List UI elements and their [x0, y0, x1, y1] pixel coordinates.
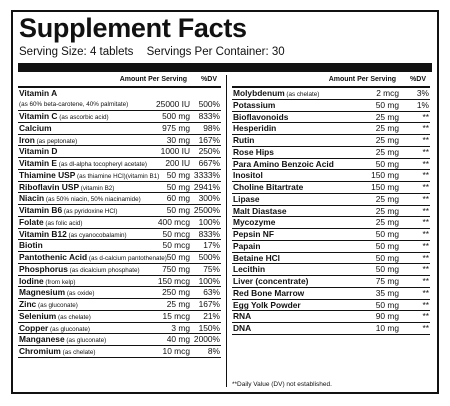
nutrient-dv: ** [422, 146, 429, 157]
nutrient-name [233, 206, 287, 217]
nutrient-amount: 35 mg [375, 287, 399, 298]
nutrient-name [19, 287, 94, 299]
nutrient-source: (as thiamine HCl)(vitamin B1) [75, 172, 160, 180]
nutrient-name [233, 123, 276, 134]
nutrient-amount: 60 mg [166, 193, 190, 204]
nutrient-dv: 21% [203, 310, 220, 321]
nutrient-row [232, 311, 430, 323]
nutrient-name [233, 288, 304, 299]
nutrient-amount: 50 mg [166, 205, 190, 215]
nutrient-label: Vitamin D [19, 146, 58, 157]
nutrient-source: (as gluconate) [48, 325, 90, 333]
nutrient-dv: ** [422, 276, 429, 286]
nutrient-label: Para Amino Benzoic Acid [233, 158, 334, 169]
nutrient-name [19, 88, 57, 99]
nutrient-amount: 25 mg [375, 123, 399, 134]
nutrient-dv: ** [422, 135, 429, 145]
nutrient-row [18, 135, 221, 147]
nutrient-dv: ** [422, 252, 429, 263]
nutrient-amount: 50 mg [166, 252, 190, 262]
nutrient-dv: ** [422, 111, 429, 122]
nutrient-amount: 400 mcg [157, 216, 190, 227]
nutrient-label: Red Bone Marrow [233, 287, 305, 298]
nutrient-dv: ** [422, 264, 429, 275]
nutrient-row [232, 300, 430, 312]
nutrient-amount: 50 mg [375, 299, 399, 310]
nutrient-amount: 975 mg [162, 122, 190, 133]
nutrient-name [233, 100, 275, 111]
nutrient-row [18, 182, 221, 194]
nutrient-dv: 167% [198, 134, 220, 145]
nutrient-name [233, 276, 308, 287]
nutrient-row [232, 264, 430, 276]
nutrient-row [18, 311, 221, 323]
nutrient-row [232, 170, 430, 182]
nutrient-amount: 50 mcg [162, 240, 190, 251]
nutrient-dv: ** [422, 240, 429, 251]
nutrient-dv: 667% [198, 158, 220, 168]
nutrient-amount: 150 mcg [157, 275, 190, 286]
nutrient-dv: ** [422, 217, 429, 228]
dv-header: %DV [201, 76, 217, 83]
nutrient-name [233, 241, 260, 252]
nutrient-name [19, 252, 167, 264]
nutrient-name [233, 170, 263, 181]
nutrient-amount: 50 mg [375, 264, 399, 275]
nutrient-dv: 100% [198, 216, 220, 227]
nutrient-label: Manganese [19, 334, 65, 345]
nutrient-source: (as cyanocobalamin) [66, 231, 127, 239]
nutrient-label: Lecithin [233, 264, 266, 275]
nutrient-name [19, 158, 147, 170]
nutrient-label: Egg Yolk Powder [233, 299, 301, 310]
nutrient-name [233, 253, 280, 264]
nutrient-row [18, 88, 221, 111]
nutrient-row [18, 193, 221, 205]
nutrient-source: (as dl-alpha tocopheryl acetate) [57, 161, 147, 168]
nutrient-source: (as peptonate) [34, 137, 78, 145]
nutrient-label: DNA [233, 323, 252, 333]
nutrient-source: (from kelp) [43, 278, 76, 286]
nutrient-amount: 30 mg [166, 134, 190, 145]
nutrient-dv: 17% [203, 240, 220, 251]
nutrient-dv: 3% [416, 88, 429, 98]
nutrient-dv: ** [422, 311, 429, 322]
nutrient-source: (as dicalcium phosphate) [67, 266, 140, 274]
nutrient-label: Pepsin NF [233, 229, 274, 239]
nutrient-dv: ** [422, 323, 429, 333]
nutrient-amount: 10 mcg [162, 346, 190, 356]
supplement-facts-panel [11, 10, 439, 394]
nutrient-name [19, 217, 83, 229]
nutrient-dv: ** [422, 299, 429, 310]
nutrient-label: Phosphorus [19, 263, 68, 274]
nutrient-dv: 250% [198, 146, 220, 157]
nutrient-name [233, 264, 265, 275]
nutrient-label: Vitamin B6 [19, 205, 63, 215]
nutrient-amount: 200 IU [165, 158, 190, 168]
nutrient-label: Choline Bitartrate [233, 182, 304, 192]
nutrient-row [232, 182, 430, 194]
nutrient-label: Papain [233, 240, 261, 251]
nutrient-dv: 100% [198, 275, 220, 286]
nutrient-name [233, 229, 274, 240]
nutrient-amount: 250 mg [162, 287, 190, 298]
nutrient-label: Zinc [19, 299, 37, 309]
nutrient-amount: 25 mg [375, 111, 399, 122]
nutrient-name [233, 147, 274, 158]
nutrient-name [233, 135, 254, 146]
nutrient-label: Magnesium [19, 287, 66, 298]
nutrient-name [19, 240, 43, 251]
nutrient-label: Inositol [233, 170, 263, 181]
footnote: **Daily Value (DV) not established. [232, 381, 332, 388]
servings-per-container: Servings Per Container: 30 [146, 46, 285, 58]
nutrient-name [19, 170, 159, 182]
nutrient-row [232, 229, 430, 241]
nutrient-dv: 833% [198, 228, 220, 239]
nutrient-source: (as d-calcium pantothenate) [87, 255, 167, 262]
nutrient-row [18, 299, 221, 311]
nutrient-amount: 50 mg [375, 252, 399, 263]
nutrient-name [233, 311, 251, 322]
nutrient-amount: 40 mg [166, 334, 190, 345]
nutrient-name [19, 135, 77, 147]
nutrient-name [19, 193, 141, 205]
nutrient-dv: 63% [203, 287, 220, 298]
nutrient-source: (as 60% beta-carotene, 40% palmitate) [19, 101, 129, 108]
nutrient-dv: 2941% [193, 181, 220, 192]
column-divider [226, 75, 227, 387]
nutrient-dv: 500% [198, 99, 220, 109]
nutrient-row [232, 123, 430, 135]
nutrient-row [232, 135, 430, 147]
thick-divider [18, 63, 432, 72]
nutrient-amount: 50 mg [166, 169, 190, 180]
nutrient-label: Lipase [233, 193, 260, 204]
nutrient-name [19, 182, 114, 194]
serving-info [19, 45, 295, 59]
nutrient-label: Vitamin C [19, 111, 58, 121]
nutrient-source: (as oxide) [65, 290, 95, 298]
column-header [232, 75, 430, 88]
nutrient-source: (as chelate) [60, 349, 96, 356]
nutrient-amount: 500 mg [162, 111, 190, 121]
nutrient-dv: ** [422, 182, 429, 192]
nutrient-name [19, 146, 57, 157]
nutrient-name [19, 346, 96, 358]
nutrient-row [232, 159, 430, 171]
nutrient-row [232, 276, 430, 288]
nutrient-row [18, 334, 221, 346]
amount-per-serving-header: Amount Per Serving [119, 76, 187, 83]
nutrient-label: Selenium [19, 310, 57, 321]
panel-title: Supplement Facts [19, 13, 247, 43]
nutrient-row [232, 217, 430, 229]
nutrient-column-left [18, 75, 221, 358]
nutrient-label: Thiamine USP [19, 169, 76, 180]
nutrient-amount: 50 mg [375, 158, 399, 169]
nutrient-row [18, 123, 221, 135]
nutrient-amount: 50 mg [166, 181, 190, 192]
nutrient-name [19, 264, 140, 276]
nutrient-source: (as gluconate) [64, 337, 107, 345]
nutrient-label: RNA [233, 311, 252, 322]
nutrient-source: (as 50% niacin, 50% niacinamide) [44, 196, 141, 204]
nutrient-source: (as pyridoxine HCl) [62, 208, 118, 215]
nutrient-dv: 3333% [193, 169, 220, 180]
nutrient-label: Folate [19, 216, 44, 227]
nutrient-row [232, 288, 430, 300]
nutrient-label: Copper [19, 322, 49, 333]
nutrient-row [18, 111, 221, 123]
nutrient-dv: ** [422, 123, 429, 134]
nutrient-name [19, 229, 127, 241]
nutrient-amount: 75 mg [375, 276, 399, 286]
nutrient-name [19, 299, 78, 311]
nutrient-row [232, 147, 430, 159]
nutrient-name [233, 182, 303, 193]
nutrient-row [18, 170, 221, 182]
nutrient-label: Iron [19, 134, 35, 145]
nutrient-amount: 25 mg [375, 205, 399, 216]
nutrient-amount: 3 mg [171, 322, 190, 333]
nutrient-row [18, 346, 221, 358]
nutrient-name [19, 323, 90, 335]
nutrient-amount: 50 mcg [162, 228, 190, 239]
nutrient-source: (as chelate) [284, 91, 320, 98]
nutrient-amount: 15 mcg [162, 310, 190, 321]
nutrient-row [18, 252, 221, 264]
nutrient-dv: 150% [198, 322, 220, 333]
nutrient-amount: 25 mg [375, 217, 399, 228]
nutrient-dv: 75% [203, 263, 220, 274]
nutrient-dv: 2500% [193, 205, 220, 215]
nutrient-row [18, 229, 221, 241]
nutrient-dv: 833% [198, 111, 220, 121]
nutrient-row [232, 100, 430, 112]
column-header [18, 75, 221, 88]
nutrient-name [233, 217, 275, 228]
nutrient-dv: 98% [203, 122, 220, 133]
nutrient-source: (vitamin B2) [79, 184, 115, 192]
nutrient-amount: 10 mg [375, 323, 399, 333]
nutrient-amount: 50 mg [375, 240, 399, 251]
nutrient-dv: ** [422, 158, 429, 169]
nutrient-amount: 2 mcg [376, 88, 399, 98]
nutrient-row [18, 240, 221, 252]
nutrient-row [232, 323, 430, 335]
nutrient-label: Potassium [233, 99, 276, 110]
nutrient-amount: 50 mg [375, 229, 399, 239]
nutrient-row [232, 88, 430, 100]
nutrient-name [233, 159, 334, 170]
nutrient-dv: ** [422, 193, 429, 204]
nutrient-amount: 25 mg [375, 135, 399, 145]
nutrient-label: Chromium [19, 346, 61, 356]
nutrient-dv: ** [422, 229, 429, 239]
nutrient-amount: 150 mg [371, 170, 399, 181]
nutrient-amount: 25 mg [166, 299, 190, 309]
nutrient-dv: 500% [198, 252, 220, 262]
nutrient-row [18, 205, 221, 217]
nutrient-label: Riboflavin USP [19, 181, 80, 192]
nutrient-source: (as folic acid) [43, 219, 83, 227]
nutrient-label: Betaine HCl [233, 252, 281, 263]
nutrient-amount: 90 mg [375, 311, 399, 322]
nutrient-amount: 750 mg [162, 263, 190, 274]
nutrient-row [232, 206, 430, 218]
nutrient-dv: ** [422, 287, 429, 298]
nutrient-name [233, 88, 319, 100]
nutrient-row [232, 194, 430, 206]
nutrient-row [18, 158, 221, 170]
nutrient-label: Rutin [233, 135, 255, 145]
nutrient-source: (as ascorbic acid) [57, 114, 109, 121]
nutrient-label: Rose Hips [233, 146, 274, 157]
nutrient-label: Liver (concentrate) [233, 276, 309, 286]
nutrient-name [19, 276, 76, 288]
nutrient-name [19, 123, 52, 134]
nutrient-label: Biotin [19, 240, 43, 251]
nutrient-label: Vitamin E [19, 158, 58, 168]
nutrient-name [19, 334, 106, 346]
nutrient-amount: 25000 IU [156, 99, 190, 109]
nutrient-name [233, 300, 301, 311]
nutrient-label: Malt Diastase [233, 205, 287, 216]
dv-header: %DV [410, 76, 426, 83]
nutrient-label: Pantothenic Acid [19, 252, 88, 262]
nutrient-name [233, 194, 260, 205]
nutrient-amount: 1000 IU [160, 146, 190, 157]
nutrient-row [18, 264, 221, 276]
nutrient-source: (as chelate) [56, 313, 91, 321]
nutrient-label: Niacin [19, 193, 45, 204]
nutrient-amount: 25 mg [375, 193, 399, 204]
nutrient-amount: 150 mg [371, 182, 399, 192]
nutrient-label: Mycozyme [233, 217, 276, 228]
nutrient-name [19, 205, 117, 217]
nutrient-label: Iodine [19, 275, 44, 286]
nutrient-dv: 8% [207, 346, 220, 356]
nutrient-label: Bioflavonoids [233, 111, 289, 122]
nutrient-name [233, 323, 251, 334]
nutrient-label: Hesperidin [233, 123, 277, 134]
nutrient-row [18, 217, 221, 229]
amount-per-serving-header: Amount Per Serving [328, 76, 396, 83]
nutrient-label: Vitamin B12 [19, 228, 67, 239]
nutrient-row [18, 323, 221, 335]
nutrient-dv: 1% [416, 99, 429, 110]
nutrient-row [232, 112, 430, 124]
nutrient-name [233, 112, 288, 123]
nutrient-amount: 25 mg [375, 146, 399, 157]
nutrient-label: Molybdenum [233, 88, 285, 98]
nutrient-source: (as gluconate) [36, 302, 78, 309]
nutrient-label: Calcium [19, 122, 52, 133]
nutrient-row [232, 253, 430, 265]
nutrient-name [19, 111, 109, 123]
serving-size: Serving Size: 4 tablets [19, 46, 134, 58]
nutrient-row [18, 287, 221, 299]
nutrient-column-right [232, 75, 430, 335]
nutrient-amount: 50 mg [375, 99, 399, 110]
nutrient-row [232, 241, 430, 253]
nutrient-label: Vitamin A [19, 88, 58, 98]
nutrient-dv: 300% [198, 193, 220, 204]
nutrient-row [18, 276, 221, 288]
nutrient-dv: 167% [198, 299, 220, 309]
nutrient-dv: ** [422, 205, 429, 216]
nutrient-dv: ** [422, 170, 429, 181]
nutrient-dv: 2000% [193, 334, 220, 345]
nutrient-row [18, 146, 221, 158]
nutrient-name [19, 311, 91, 323]
